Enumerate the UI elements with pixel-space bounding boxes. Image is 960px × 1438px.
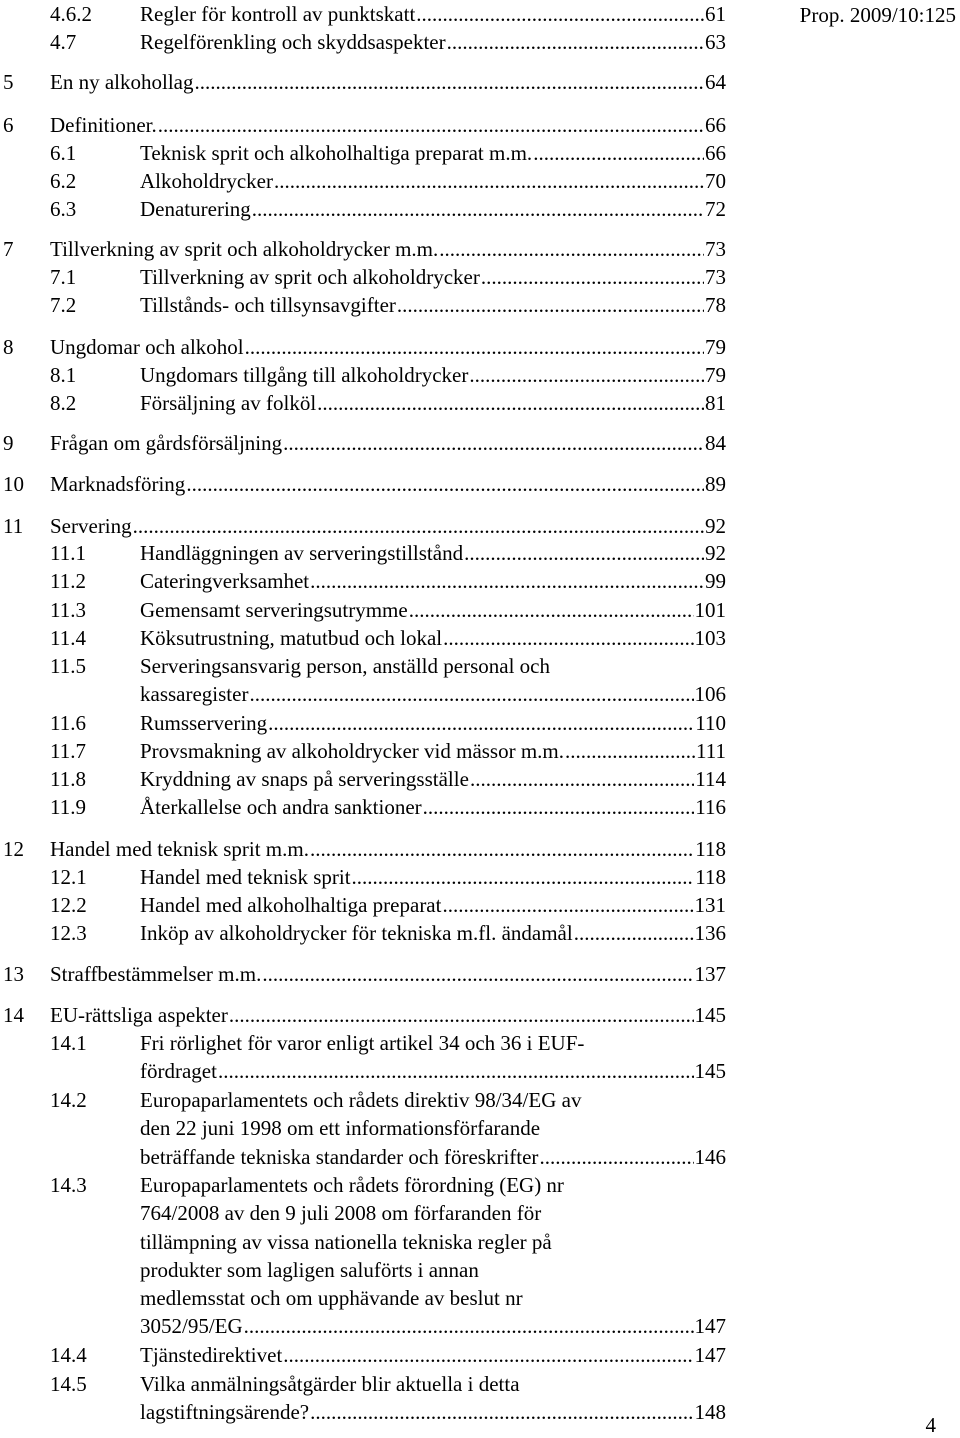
toc-entry-page: 78 (705, 293, 726, 317)
toc-entry-page: 99 (705, 569, 726, 593)
toc-entry-page: 73 (705, 237, 726, 261)
toc-entry-title: Tillverkning av sprit och alkoholdrycker (140, 265, 480, 289)
toc-entry-number: 7 (3, 237, 14, 261)
toc-entry-page: 64 (705, 70, 726, 94)
dot-leader (439, 235, 704, 263)
dot-leader (274, 167, 704, 195)
dot-leader (443, 624, 693, 652)
toc-entry-line (140, 1312, 726, 1340)
toc-entry-body (140, 709, 726, 737)
toc-entry-body (140, 28, 726, 56)
toc-entry-line (140, 263, 726, 291)
toc-entry-line (140, 652, 726, 680)
toc-entry-line (50, 429, 726, 457)
toc-entry-title: Europaparlamentets och rådets förordning (EG) nr (140, 1173, 564, 1197)
toc-entry-page: 131 (694, 893, 726, 917)
dot-leader (229, 1001, 694, 1029)
toc-entry-title: Denaturering (140, 197, 251, 221)
toc-entry-line (140, 919, 726, 947)
toc-entry-page: 63 (705, 30, 726, 54)
toc-entry-number: 14.5 (50, 1372, 87, 1396)
toc-entry-number: 11.6 (50, 711, 86, 735)
toc-entry-body (50, 68, 726, 96)
toc-entry-page: 92 (705, 541, 726, 565)
toc-entry-body (50, 1001, 726, 1029)
toc-entry-body (140, 891, 726, 919)
toc-entry-line (140, 1370, 726, 1398)
toc-entry-title: Återkallelse och andra sanktioner (140, 795, 422, 819)
toc-entry-number: 11.7 (50, 739, 86, 763)
toc-entry-number: 14.3 (50, 1173, 87, 1197)
toc-entry-number: 14.2 (50, 1088, 87, 1112)
toc-entry-body (140, 1341, 726, 1369)
toc-entry-number: 6.2 (50, 169, 77, 193)
toc-entry-body (140, 567, 726, 595)
toc-entry-number: 11.2 (50, 569, 86, 593)
toc-entry-line (50, 512, 726, 540)
dot-leader (158, 111, 704, 139)
toc-entry-number: 14 (3, 1003, 24, 1027)
toc-entry-body (140, 539, 726, 567)
dot-leader (194, 68, 704, 96)
toc-entry-title: beträffande tekniska standarder och föreskrifter (140, 1144, 539, 1169)
dot-leader (317, 389, 704, 417)
toc-entry-title: kassaregister (140, 682, 249, 707)
dot-leader (470, 765, 694, 793)
toc-entry-page: 103 (694, 626, 726, 650)
dot-leader (283, 429, 704, 457)
dot-leader (469, 361, 704, 389)
toc-entry-line (140, 0, 726, 28)
toc-entry-number: 12.2 (50, 893, 87, 917)
toc-entry-line (50, 835, 726, 863)
page-number: 4 (925, 1413, 936, 1437)
toc-entry-line (50, 1001, 726, 1029)
dot-leader (262, 960, 693, 988)
toc-entry-line (140, 1029, 726, 1057)
toc-entry-body (140, 863, 726, 891)
toc-entry-body (140, 624, 726, 652)
toc-entry-body (50, 111, 726, 139)
toc-entry-line (140, 765, 726, 793)
toc-entry-number: 11.9 (50, 795, 86, 819)
toc-entry-title: medlemsstat och om upphävande av beslut nr (140, 1286, 523, 1311)
toc-entry-body (140, 1171, 726, 1341)
toc-entry-number: 6.1 (50, 141, 77, 165)
toc-entry-line (140, 1057, 726, 1085)
toc-entry-page: 72 (705, 197, 726, 221)
toc-entry-body (140, 195, 726, 223)
dot-leader (409, 596, 694, 624)
toc-entry-line (140, 1284, 726, 1312)
toc-entry-page: 81 (705, 391, 726, 415)
toc-entry-body (50, 512, 726, 540)
dot-leader (310, 835, 694, 863)
toc-entry-title: Tillverkning av sprit och alkoholdrycker m.m. (50, 237, 439, 261)
toc-entry-page: 84 (705, 431, 726, 455)
toc-entry-body (140, 765, 726, 793)
toc-entry-number: 12.1 (50, 865, 87, 889)
toc-entry-page: 116 (695, 795, 726, 819)
toc-entry-line (140, 167, 726, 195)
toc-entry-number: 12 (3, 837, 24, 861)
toc-entry-body (50, 960, 726, 988)
toc-entry-line (140, 1143, 726, 1171)
toc-entry-page: 147 (694, 1314, 726, 1339)
toc-entry-title: En ny alkohollag (50, 70, 194, 94)
toc-entry-number: 7.1 (50, 265, 77, 289)
toc-entry-page: 92 (705, 514, 726, 538)
toc-entry-title: Marknadsföring (50, 472, 186, 496)
dot-leader (244, 1312, 694, 1340)
toc-entry-title: Kryddning av snaps på serveringsställe (140, 767, 469, 791)
toc-entry-page: 114 (695, 767, 726, 791)
dot-leader (268, 709, 694, 737)
toc-entry-number: 8 (3, 335, 14, 359)
toc-entry-line (140, 195, 726, 223)
dot-leader (397, 291, 704, 319)
dot-leader (423, 793, 695, 821)
toc-entry-number: 11.3 (50, 598, 86, 622)
toc-entry-number: 13 (3, 962, 24, 986)
toc-entry-title: 764/2008 av den 9 juli 2008 om förfaranden för (140, 1201, 542, 1226)
toc-entry-page: 106 (694, 682, 726, 707)
toc-entry-line (140, 1086, 726, 1114)
toc-entry-body (50, 235, 726, 263)
toc-entry-line (140, 1398, 726, 1426)
toc-entry-page: 118 (695, 865, 726, 889)
dot-leader (447, 28, 704, 56)
toc-entry-line (50, 235, 726, 263)
toc-entry-page: 110 (695, 711, 726, 735)
toc-entry-page: 145 (694, 1059, 726, 1084)
toc-entry-line (140, 680, 726, 708)
toc-entry-line (140, 1341, 726, 1369)
toc-entry-body (140, 737, 726, 765)
toc-entry-line (50, 333, 726, 361)
toc-entry-line (140, 361, 726, 389)
toc-entry-number: 5 (3, 70, 14, 94)
toc-entry-title: Tillstånds- och tillsynsavgifter (140, 293, 396, 317)
toc-entry-title: Frågan om gårdsförsäljning (50, 431, 283, 455)
toc-entry-number: 8.2 (50, 391, 77, 415)
toc-entry-line (50, 960, 726, 988)
toc-entry-title: tillämpning av vissa nationella tekniska regler på (140, 1229, 552, 1254)
toc-entry-page: 145 (694, 1003, 726, 1027)
toc-entry-body (50, 333, 726, 361)
dot-leader (252, 195, 704, 223)
toc-entry-page: 118 (695, 837, 726, 861)
toc-entry-body (140, 596, 726, 624)
toc-entry-body (140, 389, 726, 417)
toc-entry-number: 6 (3, 113, 14, 137)
dot-leader (310, 567, 704, 595)
toc-entry-page: 147 (694, 1343, 726, 1367)
toc-entry-title: Handel med alkoholhaltiga preparat (140, 893, 442, 917)
toc-entry-title: Rumsservering (140, 711, 268, 735)
toc-entry-body (140, 291, 726, 319)
toc-entry-number: 7.2 (50, 293, 77, 317)
toc-entry-page: 70 (705, 169, 726, 193)
dot-leader (574, 919, 694, 947)
toc-entry-title: Ungdomars tillgång till alkoholdrycker (140, 363, 469, 387)
toc-entry-page: 79 (705, 363, 726, 387)
toc-entry-line (140, 891, 726, 919)
toc-entry-body (140, 1370, 726, 1427)
toc-entry-number: 10 (3, 472, 24, 496)
toc-entry-body (140, 0, 726, 28)
toc-entry-line (140, 1228, 726, 1256)
toc-entry-line (140, 1256, 726, 1284)
toc-entry-title: Köksutrustning, matutbud och lokal (140, 626, 443, 650)
toc-entry-page: 148 (694, 1400, 726, 1425)
toc-entry-title: Straffbestämmelser m.m. (50, 962, 262, 986)
toc-entry-number: 11.5 (50, 654, 86, 678)
toc-entry-title: Europaparlamentets och rådets direktiv 98/34/EG av (140, 1088, 582, 1112)
toc-entry-number: 11.4 (50, 626, 86, 650)
toc-entry-number: 11.8 (50, 767, 86, 791)
dot-leader (245, 333, 704, 361)
toc-entry-page: 111 (696, 739, 726, 763)
toc-entry-line (140, 793, 726, 821)
toc-entry-page: 73 (705, 265, 726, 289)
toc-entry-title: Cateringverksamhet (140, 569, 310, 593)
dot-leader (283, 1341, 693, 1369)
toc-entry-line (140, 709, 726, 737)
toc-entry-number: 14.4 (50, 1343, 87, 1367)
toc-entry-body (50, 429, 726, 457)
toc-entry-body (50, 470, 726, 498)
toc-entry-page: 137 (694, 962, 726, 986)
toc-entry-title: produkter som lagligen saluförts i annan (140, 1257, 479, 1282)
toc-entry-line (140, 291, 726, 319)
toc-entry-title: Regelförenkling och skyddsaspekter (140, 30, 446, 54)
toc-entry-page: 66 (705, 141, 726, 165)
toc-entry-number: 9 (3, 431, 14, 455)
toc-entry-number: 11.1 (50, 541, 86, 565)
toc-entry-line (140, 389, 726, 417)
toc-entry-body (140, 1086, 726, 1171)
dot-leader (464, 539, 704, 567)
document-reference: Prop. 2009/10:125 (799, 3, 956, 27)
toc-entry-title: Definitioner. (50, 113, 157, 137)
toc-entry-title: Regler för kontroll av punktskatt (140, 2, 416, 26)
toc-entry-number: 14.1 (50, 1031, 87, 1055)
toc-entry-page: 146 (694, 1144, 726, 1169)
dot-leader (218, 1057, 694, 1085)
toc-entry-title: Servering (50, 514, 132, 538)
toc-entry-title: Alkoholdrycker (140, 169, 273, 193)
toc-entry-line (50, 470, 726, 498)
toc-entry-page: 61 (705, 2, 726, 26)
toc-entry-body (140, 793, 726, 821)
toc-entry-body (140, 652, 726, 709)
toc-entry-title: Provsmakning av alkoholdrycker vid mässor m.m. (140, 739, 565, 763)
toc-entry-number: 4.7 (50, 30, 77, 54)
toc-entry-title: Försäljning av folköl (140, 391, 317, 415)
toc-entry-title: EU-rättsliga aspekter (50, 1003, 228, 1027)
toc-entry-body (140, 919, 726, 947)
toc-entry-body (140, 263, 726, 291)
toc-entry-title: Vilka anmälningsåtgärder blir aktuella i detta (140, 1372, 520, 1396)
toc-entry-number: 4.6.2 (50, 2, 92, 26)
toc-entry-page: 89 (705, 472, 726, 496)
toc-entry-line (140, 139, 726, 167)
toc-entry-line (50, 111, 726, 139)
dot-leader (565, 737, 695, 765)
toc-entry-body (140, 1029, 726, 1086)
toc-entry-line (140, 863, 726, 891)
toc-entry-page: 101 (694, 598, 726, 622)
toc-entry-body (140, 361, 726, 389)
toc-entry-title: Handel med teknisk sprit (140, 865, 351, 889)
toc-entry-title: 3052/95/EG (140, 1314, 243, 1339)
toc-entry-number: 8.1 (50, 363, 77, 387)
toc-entry-title: Inköp av alkoholdrycker för tekniska m.fl. ändamål (140, 921, 573, 945)
dot-leader (416, 0, 704, 28)
toc-entry-title: fördraget (140, 1059, 217, 1084)
toc-entry-title: Tjänstedirektivet (140, 1343, 283, 1367)
toc-entry-line (140, 1199, 726, 1227)
toc-entry-line (140, 737, 726, 765)
toc-entry-number: 11 (3, 514, 24, 538)
toc-entry-title: Fri rörlighet för varor enligt artikel 34 och 36 i EUF- (140, 1031, 585, 1055)
toc-entry-title: Handel med teknisk sprit m.m. (50, 837, 309, 861)
toc-entry-title: lagstiftningsärende? (140, 1400, 310, 1425)
toc-entry-line (140, 539, 726, 567)
toc-entry-line (140, 624, 726, 652)
toc-entry-title: Teknisk sprit och alkoholhaltiga preparat m.m. (140, 141, 533, 165)
dot-leader (133, 512, 704, 540)
toc-entry-page: 79 (705, 335, 726, 359)
toc-entry-line (140, 596, 726, 624)
toc-entry-title: Gemensamt serveringsutrymme (140, 598, 408, 622)
toc-entry-number: 12.3 (50, 921, 87, 945)
toc-entry-title: den 22 juni 1998 om ett informationsförfarande (140, 1116, 541, 1141)
toc-entry-line (140, 1171, 726, 1199)
dot-leader (442, 891, 693, 919)
dot-leader (310, 1398, 693, 1426)
dot-leader (186, 470, 704, 498)
dot-leader (539, 1143, 693, 1171)
toc-entry-title: Handläggningen av serveringstillstånd (140, 541, 464, 565)
dot-leader (352, 863, 695, 891)
toc-entry-page: 66 (705, 113, 726, 137)
toc-entry-body (50, 835, 726, 863)
toc-entry-line (140, 1114, 726, 1142)
toc-entry-body (140, 139, 726, 167)
toc-entry-title: Ungdomar och alkohol (50, 335, 244, 359)
toc-entry-line (50, 68, 726, 96)
toc-entry-title: Serveringsansvarig person, anställd personal och (140, 654, 550, 678)
toc-entry-line (140, 28, 726, 56)
toc-entry-number: 6.3 (50, 197, 77, 221)
dot-leader (481, 263, 704, 291)
toc-entry-page: 136 (694, 921, 726, 945)
dot-leader (533, 139, 704, 167)
dot-leader (249, 680, 693, 708)
toc-entry-body (140, 167, 726, 195)
toc-entry-line (140, 567, 726, 595)
